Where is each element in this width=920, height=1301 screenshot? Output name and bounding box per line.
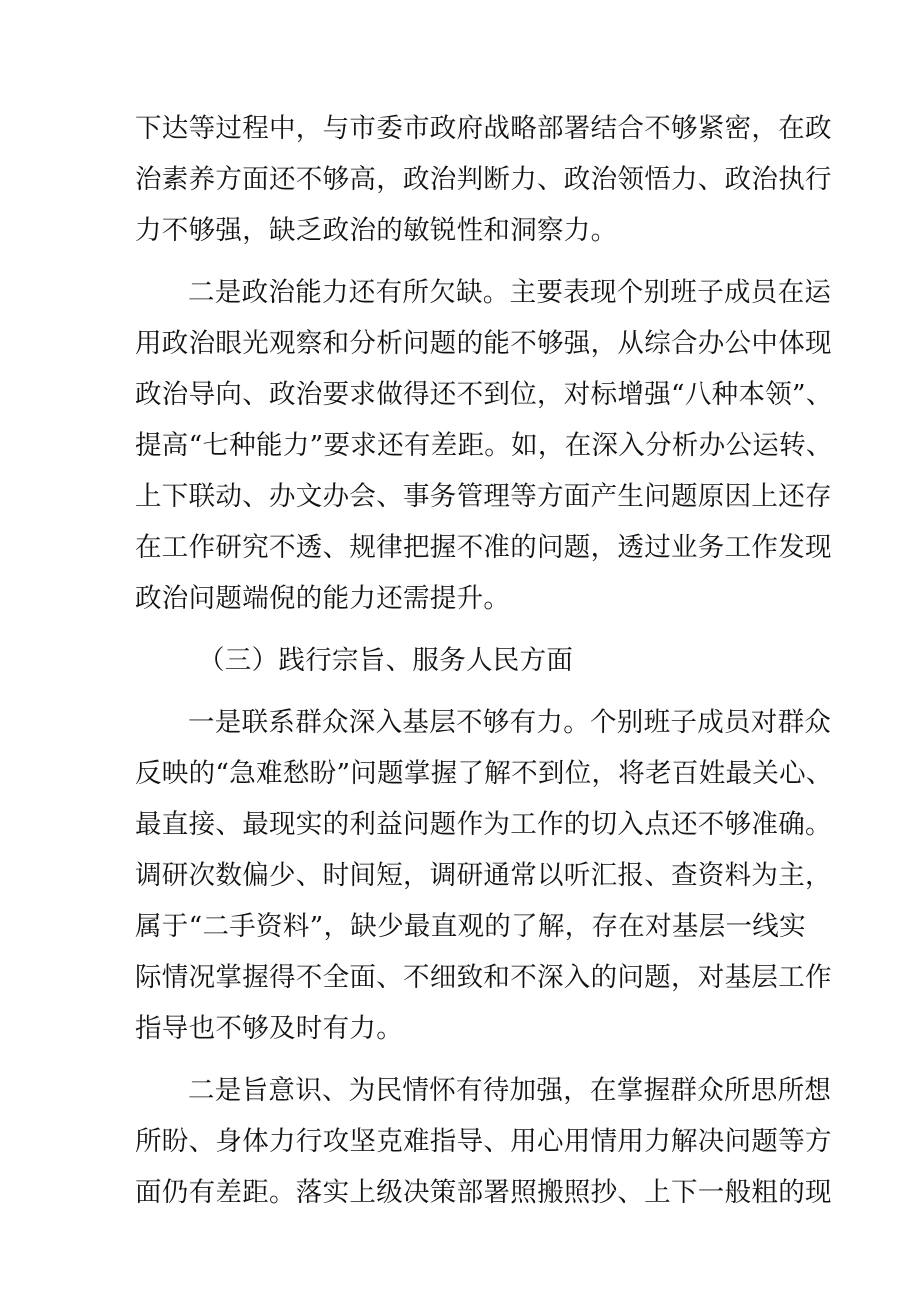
text-line: 在工作研究不透、规律把握不准的问题，透过业务工作发现 [135,532,832,563]
text-line: 际情况掌握得不全面、不细致和不深入的问题，对基层工作 [135,962,832,993]
text-line: 调研次数偏少、时间短，调研通常以听汇报、查资料为主， [135,860,832,891]
text-line: 用政治眼光观察和分析问题的能不够强，从综合办公中体现 [135,328,832,359]
text-line: 上下联动、办文办会、事务管理等方面产生问题原因上还存 [135,481,832,512]
text-line: 治素养方面还不够高，政治判断力、政治领悟力、政治执行 [135,164,832,195]
text-line: 反映的“急难愁盼”问题掌握了解不到位，将老百姓最关心、 [135,758,833,789]
section-heading: （三）践行宗旨、服务人民方面 [198,645,574,676]
paragraph-first-line: 一是联系群众深入基层不够有力。个别班子成员对群众 [188,707,832,738]
text-line: 指导也不够及时有力。 [135,1013,403,1044]
text-line: 力不够强，缺乏政治的敏锐性和洞察力。 [135,215,618,246]
text-line: 面仍有差距。落实上级决策部署照搬照抄、上下一般粗的现 [135,1177,832,1208]
text-line: 提高“七种能力”要求还有差距。如，在深入分析办公运转、 [135,430,833,461]
paragraph-first-line: 二是旨意识、为民情怀有待加强，在掌握群众所思所想 [188,1075,832,1106]
paragraph-first-line: 二是政治能力还有所欠缺。主要表现个别班子成员在运 [188,277,832,308]
text-line: 政治导向、政治要求做得还不到位，对标增强“八种本领”、 [135,379,833,410]
text-line: 政治问题端倪的能力还需提升。 [135,583,511,614]
text-line: 属于“二手资料”，缺少最直观的了解，存在对基层一线实 [135,911,806,942]
text-line: 所盼、身体力行攻坚克难指导、用心用情用力解决问题等方 [135,1126,832,1157]
text-line: 下达等过程中，与市委市政府战略部署结合不够紧密，在政 [135,113,832,144]
text-line: 最直接、最现实的利益问题作为工作的切入点还不够准确。 [135,809,832,840]
